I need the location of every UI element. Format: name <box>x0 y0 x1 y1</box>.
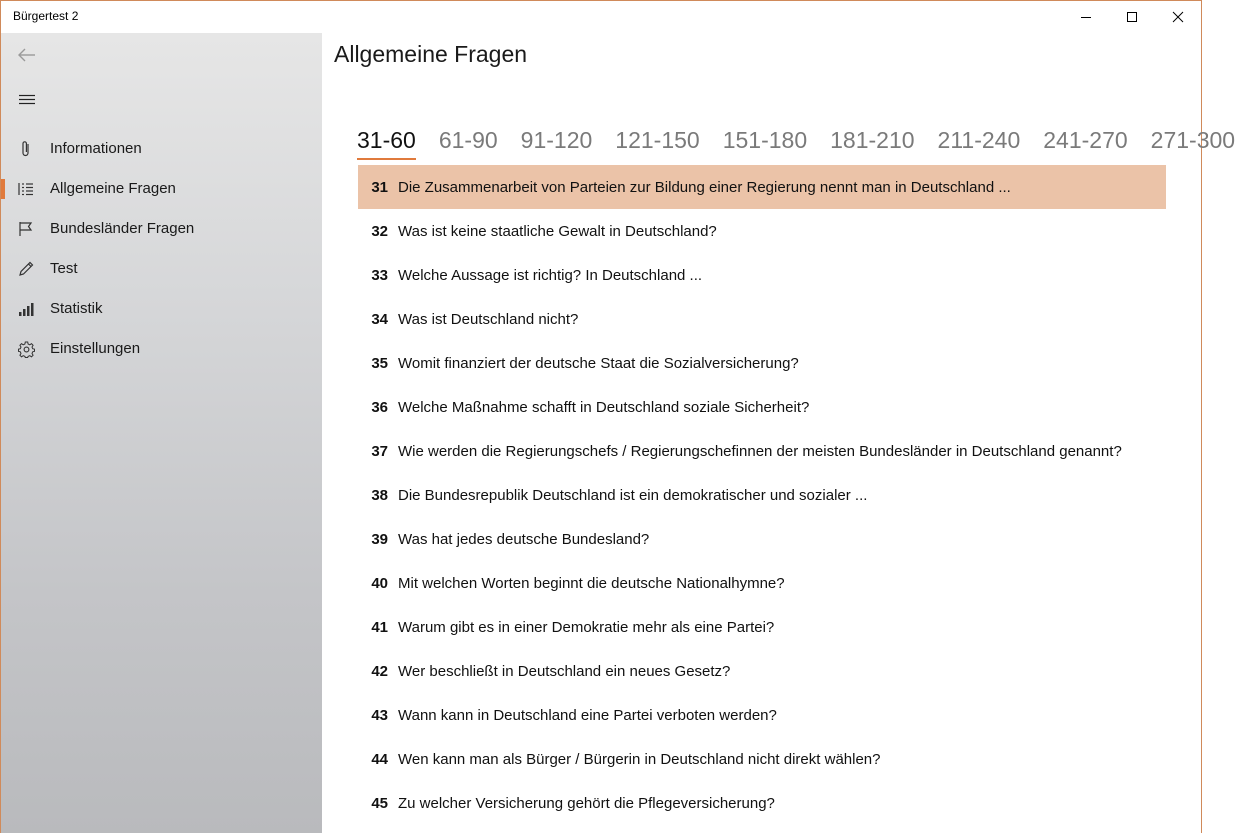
page-title: Allgemeine Fragen <box>334 41 528 67</box>
nav-list <box>1 129 322 369</box>
question-number: 41 <box>371 618 388 636</box>
content-area <box>322 33 1236 833</box>
hamburger-icon <box>19 93 35 105</box>
navigation-pane <box>1 33 322 833</box>
tab-271-300[interactable]: 271-300 <box>1150 127 1236 153</box>
nav-item-label: Statistik <box>50 300 103 317</box>
question-row[interactable] <box>358 209 1166 253</box>
hamburger-menu-button[interactable] <box>9 85 45 113</box>
question-number: 37 <box>371 442 388 460</box>
range-tabs <box>357 127 1236 163</box>
question-row[interactable] <box>358 253 1166 297</box>
question-row[interactable] <box>358 297 1166 341</box>
tab-91-120[interactable]: 91-120 <box>520 127 593 153</box>
nav-item-informationen[interactable] <box>1 129 322 169</box>
bar-chart-icon <box>17 300 35 318</box>
question-number: 42 <box>371 662 388 680</box>
question-text: Welche Aussage ist richtig? In Deutschland ... <box>398 266 703 284</box>
nav-item-einstellungen[interactable] <box>1 329 322 369</box>
question-number: 32 <box>371 222 388 240</box>
minimize-button[interactable] <box>1063 1 1109 33</box>
nav-item-statistik[interactable] <box>1 289 322 329</box>
close-button[interactable] <box>1155 1 1201 33</box>
question-row[interactable] <box>358 737 1166 781</box>
question-number: 45 <box>371 794 388 812</box>
question-text: Womit finanziert der deutsche Staat die Sozialversicherung? <box>398 354 799 372</box>
tab-61-90[interactable]: 61-90 <box>438 127 498 153</box>
question-row[interactable] <box>358 385 1166 429</box>
question-text: Wer beschließt in Deutschland ein neues Gesetz? <box>398 662 731 680</box>
nav-item-label: Informationen <box>50 140 142 157</box>
question-number: 36 <box>371 398 388 416</box>
question-row[interactable] <box>358 561 1166 605</box>
nav-item-label: Test <box>50 260 78 277</box>
list-icon <box>17 180 35 198</box>
nav-item-allgemeine-fragen[interactable] <box>1 169 322 209</box>
paperclip-icon <box>17 140 35 158</box>
question-text: Wie werden die Regierungschefs / Regierungschefinnen der meisten Bundesländer in Deutschland genannt? <box>398 442 1122 460</box>
back-arrow-icon <box>18 48 36 62</box>
gear-icon <box>17 340 35 358</box>
question-number: 35 <box>371 354 388 372</box>
nav-item-bundeslaender-fragen[interactable] <box>1 209 322 249</box>
question-number: 38 <box>371 486 388 504</box>
question-number: 39 <box>371 530 388 548</box>
app-title: Bürgertest 2 <box>13 9 79 23</box>
question-text: Wann kann in Deutschland eine Partei verboten werden? <box>398 706 777 724</box>
question-number: 44 <box>371 750 388 768</box>
question-number: 34 <box>371 310 388 328</box>
pencil-icon <box>17 260 35 278</box>
back-button[interactable] <box>9 41 45 69</box>
question-row[interactable] <box>358 693 1166 737</box>
question-text: Die Zusammenarbeit von Parteien zur Bildung einer Regierung nennt man in Deutschland ... <box>398 178 1011 196</box>
question-text: Was ist keine staatliche Gewalt in Deutschland? <box>398 222 717 240</box>
question-number: 43 <box>371 706 388 724</box>
nav-item-label: Einstellungen <box>50 340 141 357</box>
question-row[interactable] <box>358 473 1166 517</box>
question-text: Welche Maßnahme schafft in Deutschland soziale Sicherheit? <box>398 398 810 416</box>
tab-211-240[interactable]: 211-240 <box>937 127 1021 153</box>
tab-181-210[interactable]: 181-210 <box>830 127 915 153</box>
close-icon <box>1173 12 1183 22</box>
tab-151-180[interactable]: 151-180 <box>722 127 808 153</box>
minimize-icon <box>1081 12 1091 22</box>
question-text: Die Bundesrepublik Deutschland ist ein demokratischer und sozialer ... <box>398 486 868 504</box>
question-text: Zu welcher Versicherung gehört die Pflegeversicherung? <box>398 794 775 812</box>
question-text: Warum gibt es in einer Demokratie mehr als eine Partei? <box>398 618 775 636</box>
question-number: 40 <box>371 574 388 592</box>
question-row[interactable] <box>358 165 1166 209</box>
nav-item-test[interactable] <box>1 249 322 289</box>
tab-121-150[interactable]: 121-150 <box>615 127 700 153</box>
nav-item-label: Allgemeine Fragen <box>50 180 176 197</box>
maximize-icon <box>1127 12 1137 22</box>
question-row[interactable] <box>358 649 1166 693</box>
question-text: Wen kann man als Bürger / Bürgerin in Deutschland nicht direkt wählen? <box>398 750 881 768</box>
question-list <box>358 165 1166 811</box>
tab-31-60[interactable]: 31-60 <box>357 127 416 160</box>
question-row[interactable] <box>358 341 1166 385</box>
question-text: Was hat jedes deutsche Bundesland? <box>398 530 650 548</box>
tab-241-270[interactable]: 241-270 <box>1043 127 1128 153</box>
title-bar <box>1 1 1201 33</box>
question-text: Was ist Deutschland nicht? <box>398 310 579 328</box>
question-row[interactable] <box>358 605 1166 649</box>
question-row[interactable] <box>358 517 1166 561</box>
question-number: 31 <box>371 178 388 196</box>
question-text: Mit welchen Worten beginnt die deutsche Nationalhymne? <box>398 574 785 592</box>
question-number: 33 <box>371 266 388 284</box>
nav-item-label: Bundesländer Fragen <box>50 220 195 237</box>
question-row[interactable] <box>358 781 1166 825</box>
question-row[interactable] <box>358 429 1166 473</box>
maximize-button[interactable] <box>1109 1 1155 33</box>
flag-icon <box>17 220 35 238</box>
